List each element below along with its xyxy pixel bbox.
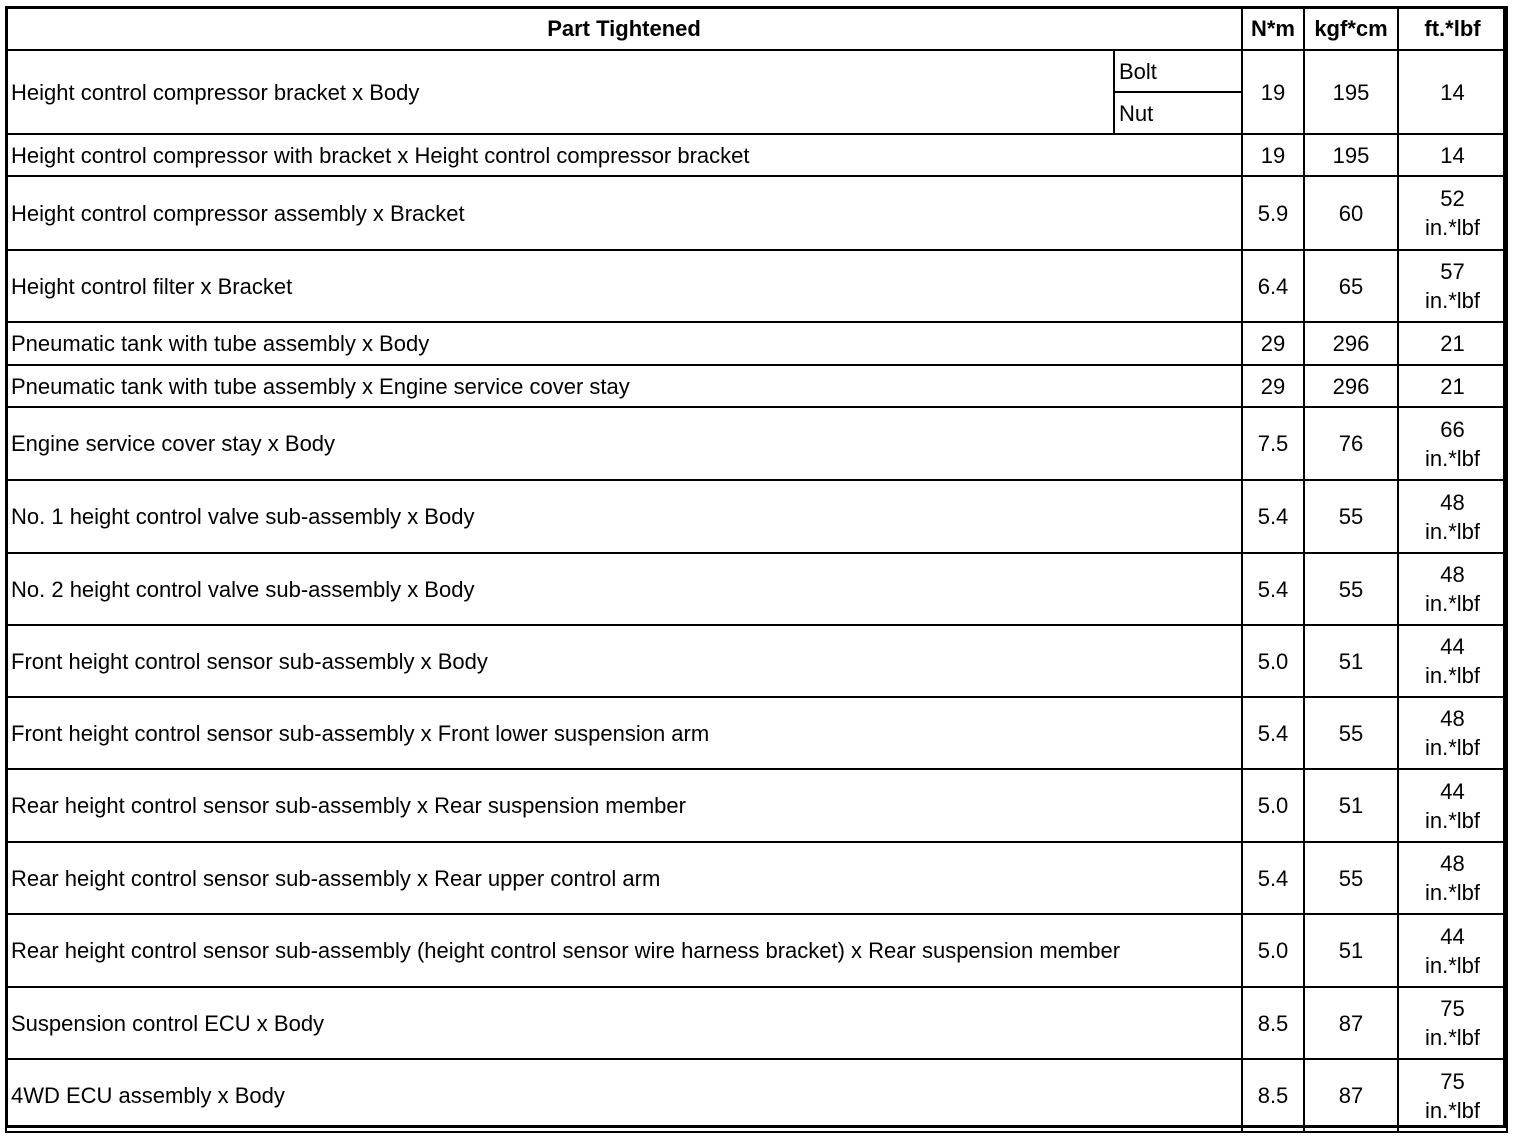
kgf-cell: 55 — [1304, 480, 1398, 553]
nm-cell: 5.4 — [1242, 480, 1304, 553]
part-cell: No. 1 height control valve sub-assembly x Body — [6, 480, 1242, 553]
table-outer-border — [5, 6, 1506, 1128]
ft-lbf-cell: 21 — [1398, 365, 1507, 407]
kgf-cell: 60 — [1304, 176, 1398, 250]
ft-lbf-cell: 21 — [1398, 322, 1507, 365]
nm-cell: 5.4 — [1242, 842, 1304, 914]
ft-lbf-value: 57 — [1440, 259, 1465, 284]
kgf-cell: 296 — [1304, 365, 1398, 407]
nm-cell: 5.0 — [1242, 625, 1304, 697]
kgf-cell: 87 — [1304, 987, 1398, 1059]
nm-cell: 5.4 — [1242, 697, 1304, 769]
kgf-cell: 55 — [1304, 697, 1398, 769]
ft-lbf-value: 44 — [1440, 634, 1465, 659]
fastener-bolt-cell: Bolt — [1114, 50, 1242, 92]
part-cell: Rear height control sensor sub-assembly x Rear upper control arm — [6, 842, 1242, 914]
part-cell: Height control filter x Bracket — [6, 250, 1242, 322]
ft-lbf-unit: in.*lbf — [1424, 880, 1481, 905]
ft-lbf-unit: in.*lbf — [1424, 1025, 1481, 1050]
part-cell: No. 2 height control valve sub-assembly x Body — [6, 553, 1242, 625]
part-cell: Pneumatic tank with tube assembly x Engine service cover stay — [6, 365, 1242, 407]
ft-lbf-value: 75 — [1440, 996, 1465, 1021]
ft-lbf-value: 44 — [1440, 923, 1465, 949]
ft-lbf-unit: in.*lbf — [1424, 807, 1481, 833]
part-cell: Front height control sensor sub-assembly x Front lower suspension arm — [6, 697, 1242, 769]
header-kgf-cm: kgf*cm — [1304, 7, 1398, 50]
nm-cell: 19 — [1242, 50, 1304, 134]
kgf-cell: 51 — [1304, 769, 1398, 842]
ft-lbf-value: 48 — [1440, 851, 1465, 876]
kgf-cell: 51 — [1304, 625, 1398, 697]
nm-cell: 5.0 — [1242, 914, 1304, 987]
ft-lbf-unit: in.*lbf — [1424, 215, 1481, 240]
ft-lbf-value: 75 — [1440, 1068, 1465, 1094]
nm-cell: 8.5 — [1242, 987, 1304, 1059]
nm-cell: 5.9 — [1242, 176, 1304, 250]
ft-lbf-cell: 14 — [1398, 50, 1507, 134]
ft-lbf-unit: in.*lbf — [1424, 952, 1481, 978]
part-cell: Engine service cover stay x Body — [6, 407, 1242, 480]
header-ft-lbf: ft.*lbf — [1398, 7, 1507, 50]
header-nm: N*m — [1242, 7, 1304, 50]
nm-cell: 19 — [1242, 134, 1304, 176]
part-cell: Height control compressor assembly x Bracket — [6, 176, 1242, 250]
fastener-nut-cell: Nut — [1114, 92, 1242, 134]
part-cell: Pneumatic tank with tube assembly x Body — [6, 322, 1242, 365]
nm-cell: 5.4 — [1242, 553, 1304, 625]
part-cell: Height control compressor with bracket x Height control compressor bracket — [6, 134, 1242, 176]
ft-lbf-unit: in.*lbf — [1424, 663, 1481, 688]
kgf-cell: 195 — [1304, 134, 1398, 176]
part-cell: Suspension control ECU x Body — [6, 987, 1242, 1059]
nm-cell: 29 — [1242, 365, 1304, 407]
nm-cell: 5.0 — [1242, 769, 1304, 842]
ft-lbf-value: 44 — [1440, 778, 1465, 804]
part-cell: Height control compressor bracket x Body — [6, 50, 1114, 134]
ft-lbf-value: 48 — [1440, 706, 1465, 731]
nm-cell: 6.4 — [1242, 250, 1304, 322]
kgf-cell: 51 — [1304, 914, 1398, 987]
part-cell: 4WD ECU assembly x Body — [6, 1059, 1242, 1132]
kgf-cell: 76 — [1304, 407, 1398, 480]
ft-lbf-unit: in.*lbf — [1424, 591, 1481, 616]
kgf-cell: 87 — [1304, 1059, 1398, 1132]
kgf-cell: 195 — [1304, 50, 1398, 134]
ft-lbf-value: 48 — [1440, 562, 1465, 587]
nm-cell: 7.5 — [1242, 407, 1304, 480]
nm-cell: 29 — [1242, 322, 1304, 365]
part-cell: Front height control sensor sub-assembly x Body — [6, 625, 1242, 697]
part-cell: Rear height control sensor sub-assembly x Rear suspension member — [6, 769, 1242, 842]
ft-lbf-unit: in.*lbf — [1424, 288, 1481, 313]
part-cell: Rear height control sensor sub-assembly (height control sensor wire harness bracket) x Rear suspension member — [6, 914, 1242, 987]
ft-lbf-unit: in.*lbf — [1424, 1097, 1481, 1123]
ft-lbf-value: 48 — [1440, 489, 1465, 515]
ft-lbf-value: 66 — [1440, 416, 1465, 442]
ft-lbf-cell: 14 — [1398, 134, 1507, 176]
ft-lbf-value: 52 — [1440, 186, 1465, 211]
nm-cell: 8.5 — [1242, 1059, 1304, 1132]
kgf-cell: 65 — [1304, 250, 1398, 322]
ft-lbf-unit: in.*lbf — [1424, 445, 1481, 471]
kgf-cell: 55 — [1304, 842, 1398, 914]
kgf-cell: 296 — [1304, 322, 1398, 365]
kgf-cell: 55 — [1304, 553, 1398, 625]
ft-lbf-unit: in.*lbf — [1424, 735, 1481, 760]
ft-lbf-unit: in.*lbf — [1424, 518, 1481, 544]
header-part-tightened: Part Tightened — [6, 7, 1242, 50]
